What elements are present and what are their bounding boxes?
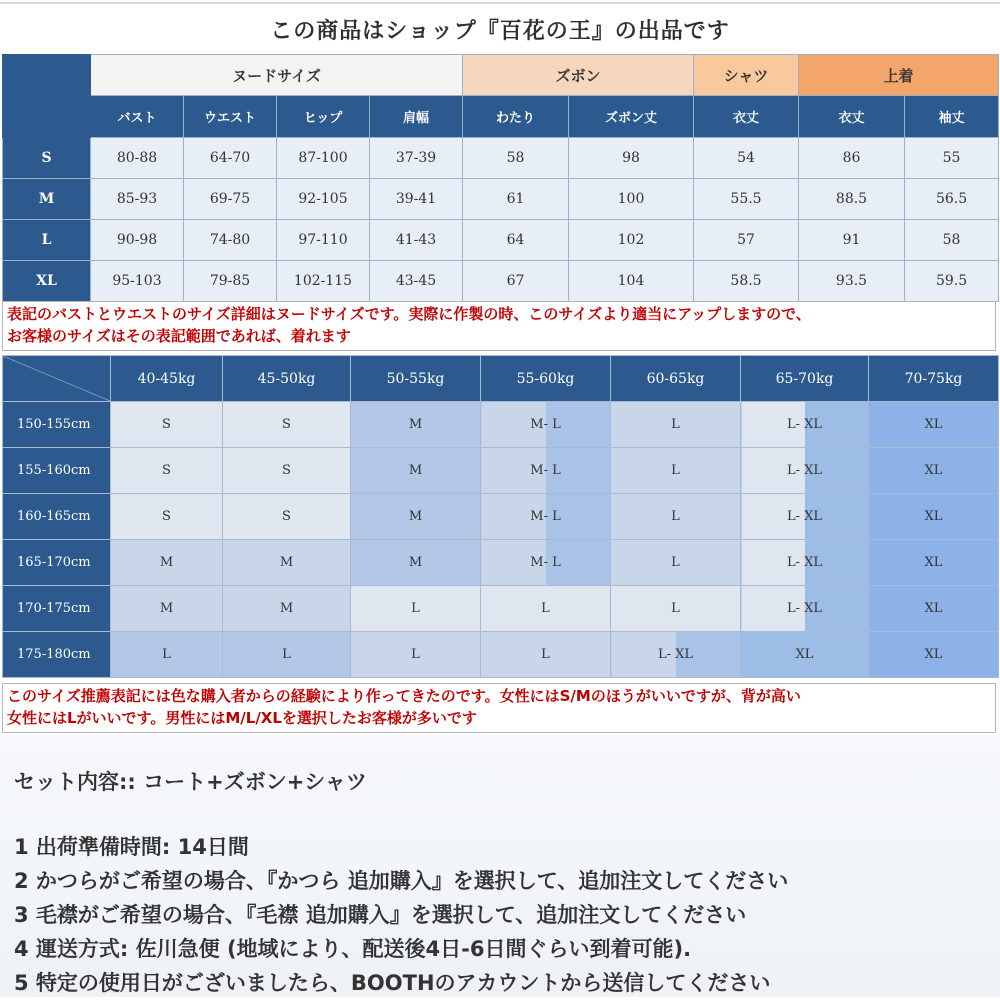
info-list: [14, 830, 788, 1000]
table-cell: L: [481, 586, 611, 632]
size-recommendation-table: [2, 355, 999, 678]
height-header: 170-175cm: [3, 586, 111, 632]
table-cell: 97-110: [277, 220, 370, 261]
weight-header: 60-65kg: [611, 356, 741, 402]
table-cell: S: [223, 448, 351, 494]
table-cell: L- XL: [741, 540, 869, 586]
table-row: [3, 540, 999, 586]
table-cell: 85-93: [91, 179, 184, 220]
list-item: 5 特定の使用日がございましたら、BOOTHのアカウントから送信してください: [14, 971, 771, 995]
group-jacket: 上着: [799, 55, 999, 96]
col-hip: ヒップ: [277, 96, 370, 138]
table-cell: XL: [869, 494, 999, 540]
table-cell: 92-105: [277, 179, 370, 220]
top-divider: [0, 2, 1000, 4]
table-cell: 95-103: [91, 261, 184, 302]
table-cell: 98: [569, 138, 694, 179]
size-label: S: [3, 138, 91, 179]
note-line: このサイズ推薦表記には色な購入者からの経験により作ってきたのです。女性にはS/Mのほうがいいですが、背が高い: [7, 687, 801, 705]
height-header: 165-170cm: [3, 540, 111, 586]
table-cell: M: [223, 586, 351, 632]
table-cell: S: [223, 402, 351, 448]
table-cell: S: [111, 448, 223, 494]
table-row: [3, 220, 999, 261]
table-row: [3, 494, 999, 540]
weight-header: 70-75kg: [869, 356, 999, 402]
table-cell: 67: [463, 261, 569, 302]
table-cell: 93.5: [799, 261, 905, 302]
table-cell: M: [351, 494, 481, 540]
table-cell: M- L: [481, 402, 611, 448]
list-item: 3 毛襟がご希望の場合、『毛襟 追加購入』を選択して、追加注文してください: [14, 903, 747, 927]
table-cell: 104: [569, 261, 694, 302]
table-cell: L: [351, 632, 481, 678]
table-cell: XL: [869, 402, 999, 448]
list-item: 2 かつらがご希望の場合、『かつら 追加購入』を選択して、追加注文してください: [14, 869, 789, 893]
nude-size-note: [2, 301, 996, 351]
table-cell: 55.5: [694, 179, 799, 220]
table-cell: 102-115: [277, 261, 370, 302]
table-cell: 56.5: [905, 179, 999, 220]
table-cell: L- XL: [741, 586, 869, 632]
table-cell: S: [111, 402, 223, 448]
set-contents: セット内容:: コート+ズボン+シャツ: [14, 770, 367, 794]
col-pants-length: ズボン丈: [569, 96, 694, 138]
table-cell: 86: [799, 138, 905, 179]
note-line: 女性にはLがいいです。男性にはM/L/XLを選択したお客様が多いです: [7, 709, 477, 727]
height-header: 150-155cm: [3, 402, 111, 448]
col-sleeve-length: 袖丈: [905, 96, 999, 138]
table-cell: L- XL: [741, 448, 869, 494]
table-cell: 57: [694, 220, 799, 261]
weight-header: 45-50kg: [223, 356, 351, 402]
table-cell: 74-80: [184, 220, 277, 261]
table-cell: 54: [694, 138, 799, 179]
table-row: [3, 632, 999, 678]
group-shirt: シャツ: [694, 55, 799, 96]
table-cell: 58: [905, 220, 999, 261]
list-item: 4 運送方式: 佐川急便 (地域により、配送後4日-6日間ぐらい到着可能).: [14, 937, 692, 961]
table-cell: M- L: [481, 540, 611, 586]
weight-header: 50-55kg: [351, 356, 481, 402]
table-cell: 61: [463, 179, 569, 220]
table-row: [3, 402, 999, 448]
weight-header: 40-45kg: [111, 356, 223, 402]
table-cell: 58.5: [694, 261, 799, 302]
table-cell: M: [111, 540, 223, 586]
table-cell: L: [611, 540, 741, 586]
table-row: [3, 448, 999, 494]
table-cell: S: [223, 494, 351, 540]
table-cell: 55: [905, 138, 999, 179]
table-cell: M- L: [481, 448, 611, 494]
table-cell: M: [223, 540, 351, 586]
col-shirt-length: 衣丈: [694, 96, 799, 138]
col-shoulder: 肩幅: [370, 96, 463, 138]
table-cell: M: [351, 448, 481, 494]
table-cell: L- XL: [611, 632, 741, 678]
table-cell: 64-70: [184, 138, 277, 179]
height-header: 175-180cm: [3, 632, 111, 678]
table-cell: 58: [463, 138, 569, 179]
table-cell: 79-85: [184, 261, 277, 302]
table-row: [3, 179, 999, 220]
recommend-table-corner: [3, 356, 111, 402]
col-jacket-length: 衣丈: [799, 96, 905, 138]
table-cell: L: [611, 494, 741, 540]
table-cell: L: [223, 632, 351, 678]
note-line: お客様のサイズはその表記範囲であれば、着れます: [7, 327, 351, 345]
table-cell: XL: [869, 632, 999, 678]
col-bust: バスト: [91, 96, 184, 138]
table-cell: XL: [869, 448, 999, 494]
table-row: [3, 261, 999, 302]
table-row: [3, 586, 999, 632]
table-cell: M: [351, 402, 481, 448]
table-cell: S: [111, 494, 223, 540]
table-cell: L- XL: [741, 402, 869, 448]
height-header: 160-165cm: [3, 494, 111, 540]
table-cell: 91: [799, 220, 905, 261]
size-label: L: [3, 220, 91, 261]
table-cell: L: [611, 402, 741, 448]
recommendation-note: [2, 683, 996, 733]
table-cell: 64: [463, 220, 569, 261]
table-cell: L: [351, 586, 481, 632]
note-line: 表記のバストとウエストのサイズ詳細はヌードサイズです。実際に作製の時、このサイズより適当にアップしますので、: [7, 305, 811, 323]
table-cell: L: [611, 448, 741, 494]
table-cell: L: [481, 632, 611, 678]
table-cell: 102: [569, 220, 694, 261]
size-label: M: [3, 179, 91, 220]
table-cell: M: [351, 540, 481, 586]
page-title: この商品はショップ『百花の王』の出品です: [270, 19, 730, 44]
table-cell: 100: [569, 179, 694, 220]
table-cell: 43-45: [370, 261, 463, 302]
col-waist: ウエスト: [184, 96, 277, 138]
table-cell: 87-100: [277, 138, 370, 179]
table-cell: L- XL: [741, 494, 869, 540]
table-cell: 80-88: [91, 138, 184, 179]
table-cell: 39-41: [370, 179, 463, 220]
table-cell: XL: [741, 632, 869, 678]
size-label: XL: [3, 261, 91, 302]
table-cell: L: [611, 586, 741, 632]
size-table-corner: [3, 55, 91, 138]
table-cell: 88.5: [799, 179, 905, 220]
weight-header: 55-60kg: [481, 356, 611, 402]
list-item: 1 出荷準備時間: 14日間: [14, 835, 249, 859]
table-cell: 59.5: [905, 261, 999, 302]
table-cell: M- L: [481, 494, 611, 540]
group-pants: ズボン: [463, 55, 694, 96]
table-cell: 90-98: [91, 220, 184, 261]
table-cell: 69-75: [184, 179, 277, 220]
height-header: 155-160cm: [3, 448, 111, 494]
table-row: [3, 138, 999, 179]
col-thigh: わたり: [463, 96, 569, 138]
table-cell: XL: [869, 540, 999, 586]
group-nude-size: ヌードサイズ: [91, 55, 463, 96]
table-cell: M: [111, 586, 223, 632]
table-cell: XL: [869, 586, 999, 632]
size-table: [2, 54, 999, 302]
table-cell: 41-43: [370, 220, 463, 261]
weight-header: 65-70kg: [741, 356, 869, 402]
diagonal-line-icon: [3, 356, 110, 401]
table-cell: L: [111, 632, 223, 678]
table-cell: 37-39: [370, 138, 463, 179]
